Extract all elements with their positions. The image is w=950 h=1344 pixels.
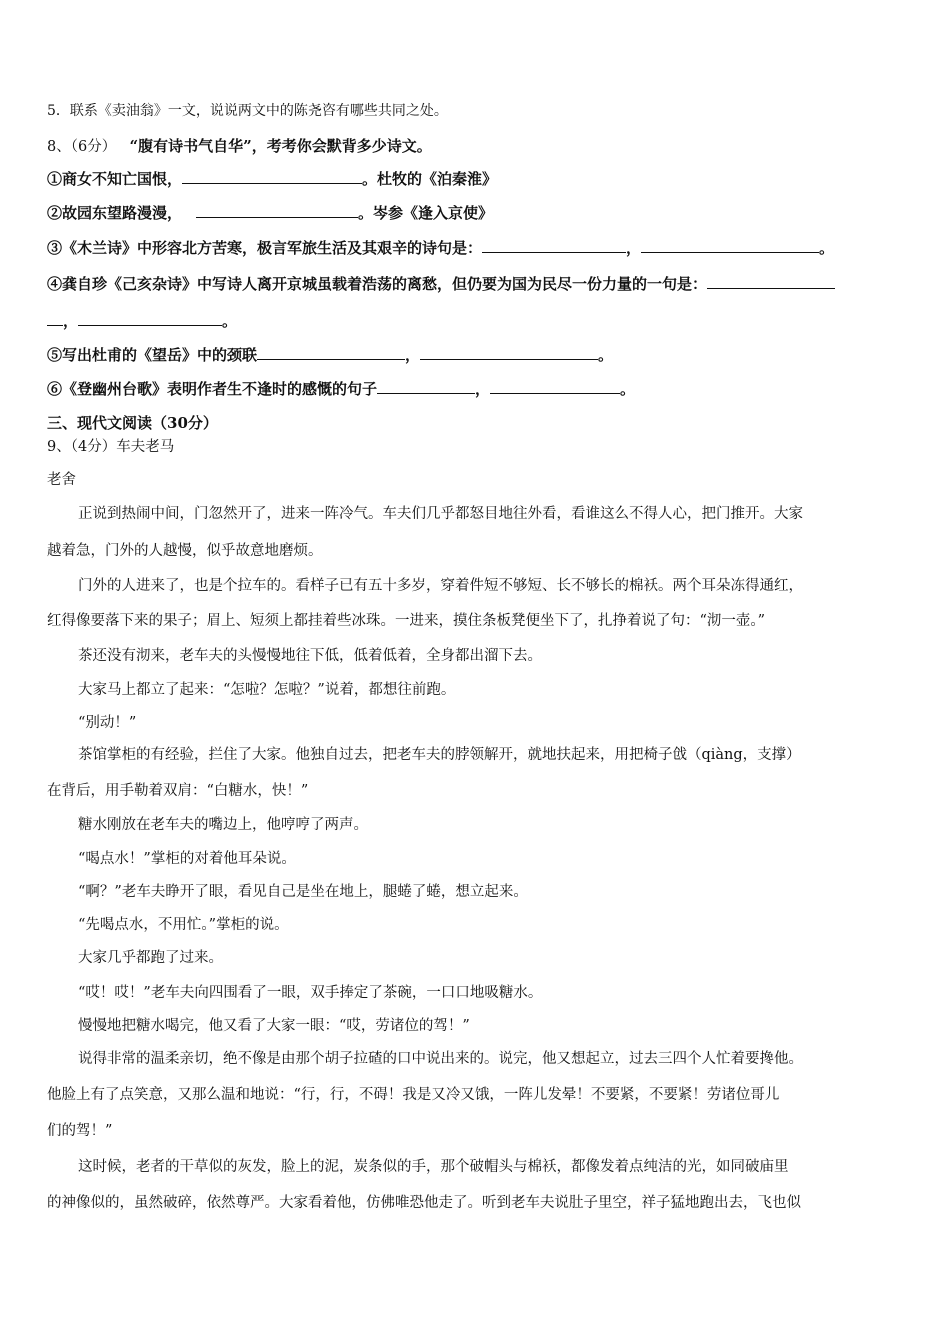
answer-blank[interactable] <box>420 345 598 360</box>
answer-blank[interactable] <box>257 345 405 360</box>
item-2-source: 。岑参《逢入京使》 <box>358 204 494 222</box>
separator: ， <box>626 239 642 257</box>
answer-blank[interactable] <box>482 238 626 253</box>
paragraph-1-cont: 越着急，门外的人越慢，似乎故意地磨烦。 <box>47 543 323 559</box>
paragraph-6-cont: 在背后，用手勒着双肩：“白糖水，快！” <box>47 783 309 799</box>
paragraph-13: 慢慢地把糖水喝完，他又看了大家一眼：“哎，劳诸位的驾！” <box>78 1018 470 1034</box>
paragraph-8: “喝点水！”掌柜的对着他耳朵说。 <box>78 851 296 867</box>
paragraph-4: 大家马上都立了起来：“怎啦？怎啦？”说着，都想往前跑。 <box>78 682 456 698</box>
period: 。 <box>598 346 614 364</box>
item-5-prompt: ⑤写出杜甫的《望岳》中的颈联 <box>47 346 258 364</box>
question-8-item-4 <box>47 274 910 294</box>
question-8-item-6 <box>47 379 910 399</box>
answer-blank[interactable] <box>490 379 620 394</box>
paragraph-6: 茶馆掌柜的有经验，拦住了大家。他独自过去，把老车夫的脖领解开，就地扶起来，用把椅子戗（qiàng，支撑） <box>78 747 801 763</box>
question-8-item-2 <box>47 203 910 223</box>
item-3-prompt: ③《木兰诗》中形容北方苦寒，极言军旅生活及其艰辛的诗句是： <box>47 239 483 257</box>
section-3-heading: 三、现代文阅读（30分） <box>47 414 218 432</box>
paragraph-15: 这时候，老者的干草似的灰发，脸上的泥，炭条似的手，那个破帽头与棉袄，都像发着点纯洁的光，如同破庙里 <box>78 1159 789 1175</box>
answer-blank[interactable] <box>377 379 475 394</box>
item-2-prompt: ②故园东望路漫漫， <box>47 204 183 222</box>
paragraph-9: “啊？”老车夫睁开了眼，看见自己是坐在地上，腿蜷了蜷，想立起来。 <box>78 884 528 900</box>
item-1-prompt: ①商女不知亡国恨， <box>47 170 183 188</box>
question-5: 5．联系《卖油翁》一文，说说两文中的陈尧咨有哪些共同之处。 <box>47 103 448 119</box>
paragraph-1: 正说到热闹中间，门忽然开了，进来一阵冷气。车夫们几乎都怒目地往外看，看谁这么不得人心，把门推开。大家 <box>78 506 803 522</box>
period: 。 <box>620 380 636 398</box>
separator: ， <box>63 312 79 330</box>
item-6-prompt: ⑥《登幽州台歌》表明作者生不逢时的感慨的句子 <box>47 380 378 398</box>
paragraph-11: 大家几乎都跑了过来。 <box>78 950 223 966</box>
question-8-item-4-continued <box>47 311 910 331</box>
paragraph-10: “先喝点水，不用忙。”掌柜的说。 <box>78 917 289 933</box>
question-8-number: 8、（6分） <box>47 139 117 155</box>
author: 老舍 <box>47 472 76 488</box>
question-8-title: “腹有诗书气自华”，考考你会默背多少诗文。 <box>129 137 432 155</box>
answer-blank[interactable] <box>641 238 819 253</box>
item-4-prompt: ④龚自珍《己亥杂诗》中写诗人离开京城虽载着浩荡的离愁，但仍要为国为民尽一份力量的一句是： <box>47 275 708 293</box>
separator: ， <box>405 346 421 364</box>
answer-blank[interactable] <box>707 274 835 289</box>
paragraph-14-cont-2: 们的驾！” <box>47 1123 113 1139</box>
separator: ， <box>475 380 491 398</box>
period: 。 <box>222 312 238 330</box>
period: 。 <box>819 239 835 257</box>
paragraph-2: 门外的人进来了，也是个拉车的。看样子已有五十多岁，穿着件短不够短、长不够长的棉袄。两个耳朵冻得通红， <box>78 578 803 594</box>
question-8-item-5 <box>47 345 910 365</box>
question-8-item-3 <box>47 238 910 258</box>
item-1-source: 。杜牧的《泊秦淮》 <box>362 170 498 188</box>
paragraph-15-cont: 的神像似的，虽然破碎，依然尊严。大家看着他，仿佛唯恐他走了。听到老车夫说肚子里空，祥子猛地跑出去，飞也似 <box>47 1195 801 1211</box>
paragraph-5: “别动！” <box>78 715 137 731</box>
answer-blank[interactable] <box>196 203 358 218</box>
paragraph-12: “哎！哎！”老车夫向四围看了一眼，双手捧定了茶碗，一口口地吸糖水。 <box>78 985 543 1001</box>
question-8-header <box>47 136 910 157</box>
answer-blank[interactable] <box>47 311 63 326</box>
answer-blank[interactable] <box>182 169 362 184</box>
paragraph-7: 糖水刚放在老车夫的嘴边上，他哼哼了两声。 <box>78 817 368 833</box>
answer-blank[interactable] <box>78 311 222 326</box>
question-9-title: 9、（4分）车夫老马 <box>47 439 175 455</box>
paragraph-2-cont: 红得像要落下来的果子；眉上、短须上都挂着些冰珠。一进来，摸住条板凳便坐下了，扎挣着说了句：“沏一壶。” <box>47 613 766 629</box>
paragraph-14-cont-1: 他脸上有了点笑意，又那么温和地说：“行，行，不碍！我是又冷又饿，一阵儿发晕！不要紧，不要紧！劳诸位哥儿 <box>47 1087 780 1103</box>
paragraph-14: 说得非常的温柔亲切，绝不像是由那个胡子拉碴的口中说出来的。说完，他又想起立，过去三四个人忙着要搀他。 <box>78 1051 803 1067</box>
question-8-item-1 <box>47 169 910 189</box>
paragraph-3: 茶还没有沏来，老车夫的头慢慢地往下低，低着低着，全身都出溜下去。 <box>78 648 542 664</box>
